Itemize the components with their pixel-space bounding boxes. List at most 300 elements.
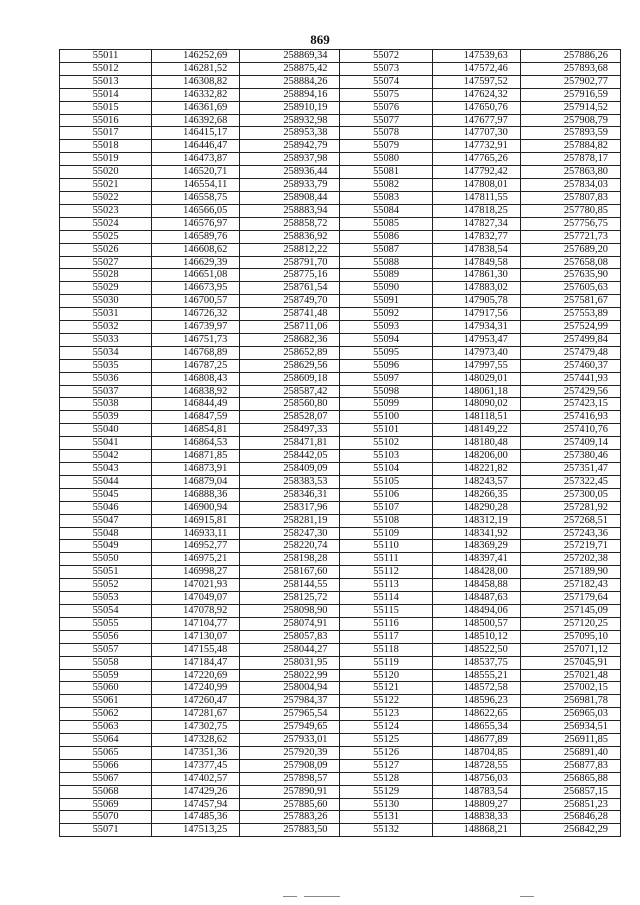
table-row [60,475,621,488]
left-y-coordinate-cell: 258910,19 [240,101,340,114]
right-point-number-cell: 55102 [340,437,432,450]
right-x-coordinate-cell: 147973,40 [432,346,520,359]
table-row [60,424,621,437]
right-x-coordinate-cell: 148500,57 [432,617,520,630]
right-y-coordinate-cell: 257689,20 [520,243,620,256]
left-point-number-cell: 55012 [60,62,152,75]
left-x-coordinate-cell: 146751,73 [152,333,240,346]
left-point-number-cell: 55019 [60,153,152,166]
left-y-coordinate-cell: 258220,74 [240,540,340,553]
left-y-coordinate-cell: 258652,89 [240,346,340,359]
left-x-coordinate-cell: 146308,82 [152,75,240,88]
left-y-coordinate-cell: 258383,53 [240,475,340,488]
left-point-number-cell: 55033 [60,333,152,346]
right-point-number-cell: 55100 [340,411,432,424]
right-point-number-cell: 55083 [340,191,432,204]
right-y-coordinate-cell: 257524,99 [520,321,620,334]
left-point-number-cell: 55050 [60,553,152,566]
left-point-number-cell: 55071 [60,824,152,837]
right-y-coordinate-cell: 257189,90 [520,566,620,579]
left-point-number-cell: 55020 [60,166,152,179]
right-x-coordinate-cell: 148809,27 [432,798,520,811]
right-y-coordinate-cell: 257499,84 [520,333,620,346]
right-point-number-cell: 55104 [340,463,432,476]
left-x-coordinate-cell: 147104,77 [152,617,240,630]
left-y-coordinate-cell: 258682,36 [240,333,340,346]
table-row [60,798,621,811]
left-point-number-cell: 55064 [60,734,152,747]
right-point-number-cell: 55115 [340,604,432,617]
table-row [60,501,621,514]
table-row [60,333,621,346]
left-x-coordinate-cell: 147078,92 [152,604,240,617]
right-x-coordinate-cell: 148677,89 [432,734,520,747]
left-point-number-cell: 55030 [60,295,152,308]
right-y-coordinate-cell: 257281,92 [520,501,620,514]
right-x-coordinate-cell: 148572,58 [432,682,520,695]
right-x-coordinate-cell: 148180,48 [432,437,520,450]
left-y-coordinate-cell: 257965,54 [240,708,340,721]
right-x-coordinate-cell: 147953,47 [432,333,520,346]
left-point-number-cell: 55044 [60,475,152,488]
table-row [60,527,621,540]
right-y-coordinate-cell: 256911,85 [520,734,620,747]
right-point-number-cell: 55079 [340,140,432,153]
right-y-coordinate-cell: 256846,28 [520,811,620,824]
left-point-number-cell: 55054 [60,604,152,617]
left-x-coordinate-cell: 147220,69 [152,669,240,682]
right-x-coordinate-cell: 147997,55 [432,359,520,372]
left-point-number-cell: 55066 [60,759,152,772]
table-row [60,217,621,230]
left-x-coordinate-cell: 146415,17 [152,127,240,140]
table-row [60,824,621,837]
left-y-coordinate-cell: 258144,55 [240,579,340,592]
right-x-coordinate-cell: 147597,52 [432,75,520,88]
left-point-number-cell: 55038 [60,398,152,411]
left-x-coordinate-cell: 147485,36 [152,811,240,824]
right-point-number-cell: 55108 [340,514,432,527]
left-y-coordinate-cell: 258074,91 [240,617,340,630]
left-y-coordinate-cell: 257890,91 [240,785,340,798]
right-y-coordinate-cell: 257658,08 [520,256,620,269]
right-x-coordinate-cell: 148369,29 [432,540,520,553]
left-y-coordinate-cell: 257898,57 [240,772,340,785]
left-x-coordinate-cell: 147513,25 [152,824,240,837]
table-row [60,759,621,772]
table-row [60,450,621,463]
left-x-coordinate-cell: 146589,76 [152,230,240,243]
left-x-coordinate-cell: 146739,97 [152,321,240,334]
left-y-coordinate-cell: 258741,48 [240,308,340,321]
right-point-number-cell: 55120 [340,669,432,682]
left-y-coordinate-cell: 258836,92 [240,230,340,243]
right-y-coordinate-cell: 257410,76 [520,424,620,437]
right-point-number-cell: 55126 [340,746,432,759]
right-point-number-cell: 55089 [340,269,432,282]
table-row [60,695,621,708]
left-x-coordinate-cell: 146554,11 [152,179,240,192]
table-row [60,88,621,101]
left-x-coordinate-cell: 146933,11 [152,527,240,540]
right-y-coordinate-cell: 257893,68 [520,62,620,75]
right-x-coordinate-cell: 148728,55 [432,759,520,772]
right-y-coordinate-cell: 256842,29 [520,824,620,837]
table-row [60,179,621,192]
left-x-coordinate-cell: 146332,82 [152,88,240,101]
left-x-coordinate-cell: 147240,99 [152,682,240,695]
right-y-coordinate-cell: 256857,15 [520,785,620,798]
table-row [60,114,621,127]
right-y-coordinate-cell: 256965,03 [520,708,620,721]
right-point-number-cell: 55076 [340,101,432,114]
right-point-number-cell: 55097 [340,372,432,385]
table-row [60,256,621,269]
left-point-number-cell: 55016 [60,114,152,127]
left-point-number-cell: 55062 [60,708,152,721]
left-point-number-cell: 55047 [60,514,152,527]
left-point-number-cell: 55014 [60,88,152,101]
left-x-coordinate-cell: 146847,59 [152,411,240,424]
right-x-coordinate-cell: 147765,26 [432,153,520,166]
right-point-number-cell: 55125 [340,734,432,747]
left-point-number-cell: 55051 [60,566,152,579]
left-y-coordinate-cell: 258894,16 [240,88,340,101]
right-x-coordinate-cell: 148783,54 [432,785,520,798]
right-point-number-cell: 55111 [340,553,432,566]
left-x-coordinate-cell: 146915,81 [152,514,240,527]
table-row [60,62,621,75]
right-x-coordinate-cell: 148655,34 [432,721,520,734]
right-point-number-cell: 55075 [340,88,432,101]
left-y-coordinate-cell: 258167,60 [240,566,340,579]
left-x-coordinate-cell: 147429,26 [152,785,240,798]
right-x-coordinate-cell: 147905,78 [432,295,520,308]
table-row [60,101,621,114]
right-y-coordinate-cell: 257268,51 [520,514,620,527]
right-y-coordinate-cell: 257423,15 [520,398,620,411]
right-x-coordinate-cell: 147677,97 [432,114,520,127]
right-x-coordinate-cell: 147707,30 [432,127,520,140]
right-point-number-cell: 55077 [340,114,432,127]
right-y-coordinate-cell: 257460,37 [520,359,620,372]
table-row [60,398,621,411]
right-point-number-cell: 55082 [340,179,432,192]
table-row [60,540,621,553]
left-x-coordinate-cell: 147281,67 [152,708,240,721]
right-point-number-cell: 55114 [340,592,432,605]
right-x-coordinate-cell: 148494,06 [432,604,520,617]
left-y-coordinate-cell: 258884,26 [240,75,340,88]
left-point-number-cell: 55039 [60,411,152,424]
left-point-number-cell: 55031 [60,308,152,321]
table-row [60,50,621,63]
left-point-number-cell: 55046 [60,501,152,514]
left-point-number-cell: 55013 [60,75,152,88]
right-x-coordinate-cell: 148838,33 [432,811,520,824]
right-point-number-cell: 55101 [340,424,432,437]
table-row [60,437,621,450]
right-x-coordinate-cell: 147832,77 [432,230,520,243]
right-x-coordinate-cell: 147808,01 [432,179,520,192]
right-y-coordinate-cell: 257756,75 [520,217,620,230]
left-x-coordinate-cell: 146871,85 [152,450,240,463]
left-y-coordinate-cell: 258471,81 [240,437,340,450]
table-row [60,734,621,747]
right-y-coordinate-cell: 257002,15 [520,682,620,695]
table-row [60,682,621,695]
left-y-coordinate-cell: 258908,44 [240,191,340,204]
right-y-coordinate-cell: 257914,52 [520,101,620,114]
left-point-number-cell: 55056 [60,630,152,643]
left-point-number-cell: 55058 [60,656,152,669]
right-y-coordinate-cell: 257884,82 [520,140,620,153]
table-row [60,191,621,204]
right-x-coordinate-cell: 148428,00 [432,566,520,579]
left-x-coordinate-cell: 146361,69 [152,101,240,114]
table-row [60,127,621,140]
right-y-coordinate-cell: 257780,85 [520,204,620,217]
right-y-coordinate-cell: 257807,83 [520,191,620,204]
right-point-number-cell: 55091 [340,295,432,308]
table-row [60,669,621,682]
right-x-coordinate-cell: 148243,57 [432,475,520,488]
left-x-coordinate-cell: 147351,36 [152,746,240,759]
left-x-coordinate-cell: 146558,75 [152,191,240,204]
left-y-coordinate-cell: 258629,56 [240,359,340,372]
table-row [60,243,621,256]
right-x-coordinate-cell: 147818,25 [432,204,520,217]
left-y-coordinate-cell: 258004,94 [240,682,340,695]
right-point-number-cell: 55087 [340,243,432,256]
right-point-number-cell: 55106 [340,488,432,501]
left-y-coordinate-cell: 258936,44 [240,166,340,179]
right-y-coordinate-cell: 257380,46 [520,450,620,463]
right-y-coordinate-cell: 257605,63 [520,282,620,295]
right-point-number-cell: 55116 [340,617,432,630]
left-x-coordinate-cell: 147049,07 [152,592,240,605]
page-number: 869 [310,32,330,47]
left-y-coordinate-cell: 258442,05 [240,450,340,463]
right-y-coordinate-cell: 257479,48 [520,346,620,359]
right-x-coordinate-cell: 147811,55 [432,191,520,204]
left-y-coordinate-cell: 258791,70 [240,256,340,269]
left-x-coordinate-cell: 147184,47 [152,656,240,669]
table-row [60,721,621,734]
left-x-coordinate-cell: 146473,87 [152,153,240,166]
left-y-coordinate-cell: 257920,39 [240,746,340,759]
left-point-number-cell: 55023 [60,204,152,217]
right-y-coordinate-cell: 257300,05 [520,488,620,501]
right-point-number-cell: 55092 [340,308,432,321]
table-row [60,295,621,308]
right-point-number-cell: 55081 [340,166,432,179]
right-x-coordinate-cell: 148341,92 [432,527,520,540]
left-point-number-cell: 55057 [60,643,152,656]
right-y-coordinate-cell: 257553,89 [520,308,620,321]
right-point-number-cell: 55086 [340,230,432,243]
right-y-coordinate-cell: 257886,26 [520,50,620,63]
right-point-number-cell: 55096 [340,359,432,372]
left-x-coordinate-cell: 146873,91 [152,463,240,476]
table-row [60,308,621,321]
left-point-number-cell: 55018 [60,140,152,153]
table-row [60,488,621,501]
left-y-coordinate-cell: 258098,90 [240,604,340,617]
left-y-coordinate-cell: 258247,30 [240,527,340,540]
right-point-number-cell: 55090 [340,282,432,295]
left-point-number-cell: 55015 [60,101,152,114]
right-y-coordinate-cell: 257878,17 [520,153,620,166]
left-point-number-cell: 55053 [60,592,152,605]
right-point-number-cell: 55103 [340,450,432,463]
left-point-number-cell: 55059 [60,669,152,682]
table-row [60,592,621,605]
right-point-number-cell: 55078 [340,127,432,140]
right-point-number-cell: 55107 [340,501,432,514]
left-x-coordinate-cell: 146651,08 [152,269,240,282]
left-point-number-cell: 55049 [60,540,152,553]
right-y-coordinate-cell: 257182,43 [520,579,620,592]
left-point-number-cell: 55069 [60,798,152,811]
right-point-number-cell: 55131 [340,811,432,824]
right-x-coordinate-cell: 147572,46 [432,62,520,75]
left-point-number-cell: 55027 [60,256,152,269]
right-x-coordinate-cell: 147861,30 [432,269,520,282]
left-y-coordinate-cell: 258761,54 [240,282,340,295]
left-y-coordinate-cell: 258953,38 [240,127,340,140]
table-row [60,153,621,166]
table-row [60,321,621,334]
right-y-coordinate-cell: 257021,48 [520,669,620,682]
right-y-coordinate-cell: 257635,90 [520,269,620,282]
left-y-coordinate-cell: 258560,80 [240,398,340,411]
right-point-number-cell: 55105 [340,475,432,488]
left-y-coordinate-cell: 258933,79 [240,179,340,192]
right-point-number-cell: 55113 [340,579,432,592]
table-row [60,282,621,295]
left-point-number-cell: 55070 [60,811,152,824]
left-x-coordinate-cell: 147130,07 [152,630,240,643]
left-x-coordinate-cell: 146700,57 [152,295,240,308]
left-x-coordinate-cell: 146768,89 [152,346,240,359]
left-y-coordinate-cell: 258125,72 [240,592,340,605]
right-point-number-cell: 55110 [340,540,432,553]
right-x-coordinate-cell: 148596,23 [432,695,520,708]
left-y-coordinate-cell: 258031,95 [240,656,340,669]
left-point-number-cell: 55034 [60,346,152,359]
right-point-number-cell: 55123 [340,708,432,721]
right-y-coordinate-cell: 257721,73 [520,230,620,243]
coordinates-table [59,49,621,837]
left-x-coordinate-cell: 146998,27 [152,566,240,579]
right-y-coordinate-cell: 257179,64 [520,592,620,605]
right-point-number-cell: 55119 [340,656,432,669]
right-x-coordinate-cell: 148221,82 [432,463,520,476]
right-x-coordinate-cell: 148397,41 [432,553,520,566]
left-x-coordinate-cell: 146608,62 [152,243,240,256]
left-x-coordinate-cell: 146879,04 [152,475,240,488]
left-y-coordinate-cell: 258317,96 [240,501,340,514]
right-point-number-cell: 55132 [340,824,432,837]
table-row [60,204,621,217]
right-y-coordinate-cell: 257863,80 [520,166,620,179]
left-x-coordinate-cell: 146854,81 [152,424,240,437]
left-point-number-cell: 55025 [60,230,152,243]
left-y-coordinate-cell: 257908,09 [240,759,340,772]
right-y-coordinate-cell: 257095,10 [520,630,620,643]
right-x-coordinate-cell: 148090,02 [432,398,520,411]
right-y-coordinate-cell: 257045,91 [520,656,620,669]
right-y-coordinate-cell: 256851,23 [520,798,620,811]
left-point-number-cell: 55021 [60,179,152,192]
table-row [60,463,621,476]
right-x-coordinate-cell: 148537,75 [432,656,520,669]
left-x-coordinate-cell: 146566,05 [152,204,240,217]
right-point-number-cell: 55121 [340,682,432,695]
left-y-coordinate-cell: 257883,26 [240,811,340,824]
left-point-number-cell: 55024 [60,217,152,230]
left-y-coordinate-cell: 258281,19 [240,514,340,527]
table-row [60,269,621,282]
right-point-number-cell: 55124 [340,721,432,734]
right-x-coordinate-cell: 147827,34 [432,217,520,230]
right-point-number-cell: 55130 [340,798,432,811]
left-y-coordinate-cell: 258711,06 [240,321,340,334]
left-x-coordinate-cell: 146808,43 [152,372,240,385]
right-y-coordinate-cell: 257902,77 [520,75,620,88]
table-row [60,708,621,721]
right-y-coordinate-cell: 257429,56 [520,385,620,398]
left-point-number-cell: 55040 [60,424,152,437]
right-y-coordinate-cell: 257581,67 [520,295,620,308]
left-y-coordinate-cell: 257949,65 [240,721,340,734]
table-row [60,230,621,243]
right-y-coordinate-cell: 257893,59 [520,127,620,140]
table-row [60,346,621,359]
left-point-number-cell: 55036 [60,372,152,385]
left-y-coordinate-cell: 258749,70 [240,295,340,308]
table-row [60,411,621,424]
right-point-number-cell: 55084 [340,204,432,217]
right-x-coordinate-cell: 147917,56 [432,308,520,321]
left-y-coordinate-cell: 258812,22 [240,243,340,256]
right-y-coordinate-cell: 256891,40 [520,746,620,759]
right-x-coordinate-cell: 147792,42 [432,166,520,179]
left-point-number-cell: 55061 [60,695,152,708]
right-point-number-cell: 55085 [340,217,432,230]
right-x-coordinate-cell: 148868,21 [432,824,520,837]
right-point-number-cell: 55129 [340,785,432,798]
left-y-coordinate-cell: 258942,79 [240,140,340,153]
right-point-number-cell: 55072 [340,50,432,63]
right-y-coordinate-cell: 257351,47 [520,463,620,476]
left-y-coordinate-cell: 257883,50 [240,824,340,837]
right-x-coordinate-cell: 148555,21 [432,669,520,682]
left-x-coordinate-cell: 146446,47 [152,140,240,153]
right-x-coordinate-cell: 147849,58 [432,256,520,269]
right-x-coordinate-cell: 147650,76 [432,101,520,114]
left-point-number-cell: 55063 [60,721,152,734]
table-row [60,553,621,566]
right-point-number-cell: 55127 [340,759,432,772]
right-point-number-cell: 55098 [340,385,432,398]
right-y-coordinate-cell: 257834,03 [520,179,620,192]
left-point-number-cell: 55032 [60,321,152,334]
left-x-coordinate-cell: 146281,52 [152,62,240,75]
right-x-coordinate-cell: 148266,35 [432,488,520,501]
table-row [60,604,621,617]
